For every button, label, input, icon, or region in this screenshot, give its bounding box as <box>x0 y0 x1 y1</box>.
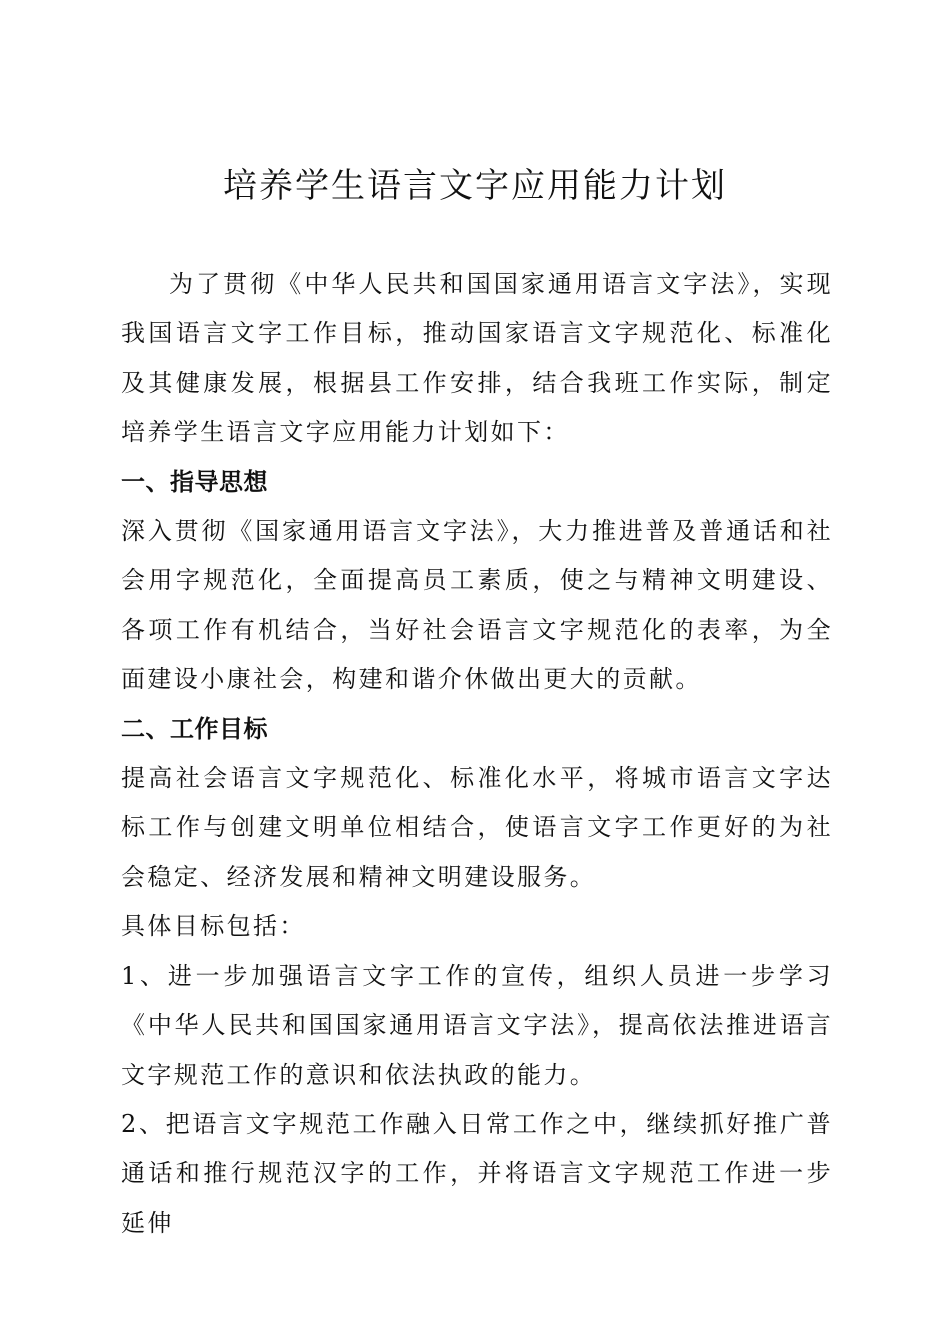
section-paragraph-guiding-ideology: 深入贯彻《国家通用语言文字法》，大力推进普及普通话和社会用字规范化，全面提高员工素质，使之与精神文明建设、各项工作有机结合，当好社会语言文字规范化的表率，为全面建设小康社会，构建和谐介休做出更大的贡献。 <box>121 517 833 694</box>
goal-item-2: 2、把语言文字规范工作融入日常工作之中，继续抓好推广普通话和推行规范汉字的工作，并将语言文字规范工作进一步延伸 <box>121 1109 833 1237</box>
intro-paragraph: 为了贯彻《中华人民共和国国家通用语言文字法》，实现我国语言文字工作目标，推动国家语言文字规范化、标准化及其健康发展，根据县工作安排，结合我班工作实际，制定培养学生语言文字应用能力计划如下： <box>121 270 833 447</box>
goals-intro: 具体目标包括： <box>121 912 306 941</box>
section-heading-guiding-ideology: 一、指导思想 <box>121 467 268 496</box>
document-body <box>121 260 833 1248</box>
document-title: 培养学生语言文字应用能力计划 <box>223 166 727 206</box>
goal-item-1: 1、进一步加强语言文字工作的宣传，组织人员进一步学习《中华人民共和国国家通用语言文字法》，提高依法推进语言文字规范工作的意识和依法执政的能力。 <box>121 961 833 1089</box>
section-paragraph-work-goals: 提高社会语言文字规范化、标准化水平，将城市语言文字达标工作与创建文明单位相结合，使语言文字工作更好的为社会稳定、经济发展和精神文明建设服务。 <box>121 764 833 891</box>
section-heading-work-goals: 二、工作目标 <box>121 714 268 743</box>
